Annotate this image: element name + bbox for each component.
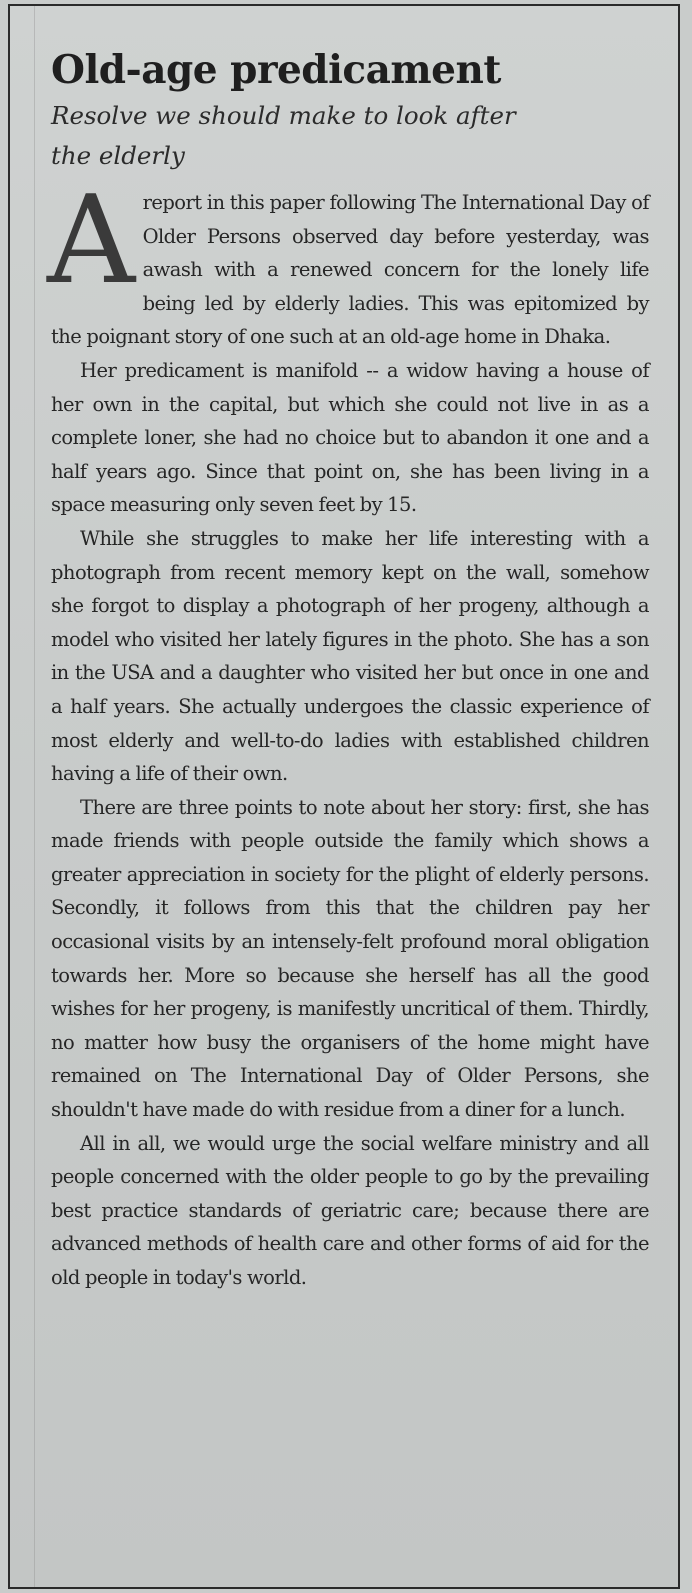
headline: Old-age predicament <box>51 47 501 93</box>
editorial-article <box>47 46 649 1295</box>
paragraph-1 <box>47 169 649 354</box>
newspaper-clipping <box>8 4 680 1589</box>
paragraph-4: There are three points to note about her story: first, she has made friends with people outside the family which shows a greater appreciation in society for the plight of elderly persons. Secondly, it follows from this that the children pay her occasional visits by an intensely-felt profound moral obligation towards her. More so because she herself has all the good wishes for her progeny, is manifestly uncritical of them. Thirdly, no matter how busy the organisers of the home might have remained on The International Day of Older Persons, she shouldn't have made do with residue from a diner for a lunch. <box>51 795 649 1122</box>
paragraph-2: Her predicament is manifold -- a widow having a house of her own in the capital, but which she could not live in as a complete loner, she had no choice but to abandon it one and a half years ago. Since that point on, she has been living in a space measuring only seven feet by 15. <box>51 358 649 517</box>
drop-cap: A <box>47 169 135 311</box>
column-rule <box>34 6 35 1587</box>
paragraph-3: While she struggles to make her life interesting with a photograph from recent memory kept on the wall, somehow she forgot to display a photograph of her progeny, although a model who visited her lately figures in the photo. She has a son in the USA and a daughter who visited her but once in one and a half years. She actually undergoes the classic experience of most elderly and well-to-do ladies with established children having a life of their own. <box>51 526 649 786</box>
article-body <box>47 169 649 1295</box>
paragraph-1-text: report in this paper following The International Day of Older Persons observed day before yesterday, was awash with a renewed concern for the lonely life being led by elderly ladies. This was epitomized by the poignant story of one such at an old-age home in Dhaka. <box>51 191 649 349</box>
paragraph-5: All in all, we would urge the social welfare ministry and all people concerned with the older people to go by the prevailing best practice standards of geriatric care; because there are advanced methods of health care and other forms of aid for the old people in today's world. <box>51 1131 649 1289</box>
subheadline: Resolve we should make to look after the elderly <box>51 101 516 170</box>
